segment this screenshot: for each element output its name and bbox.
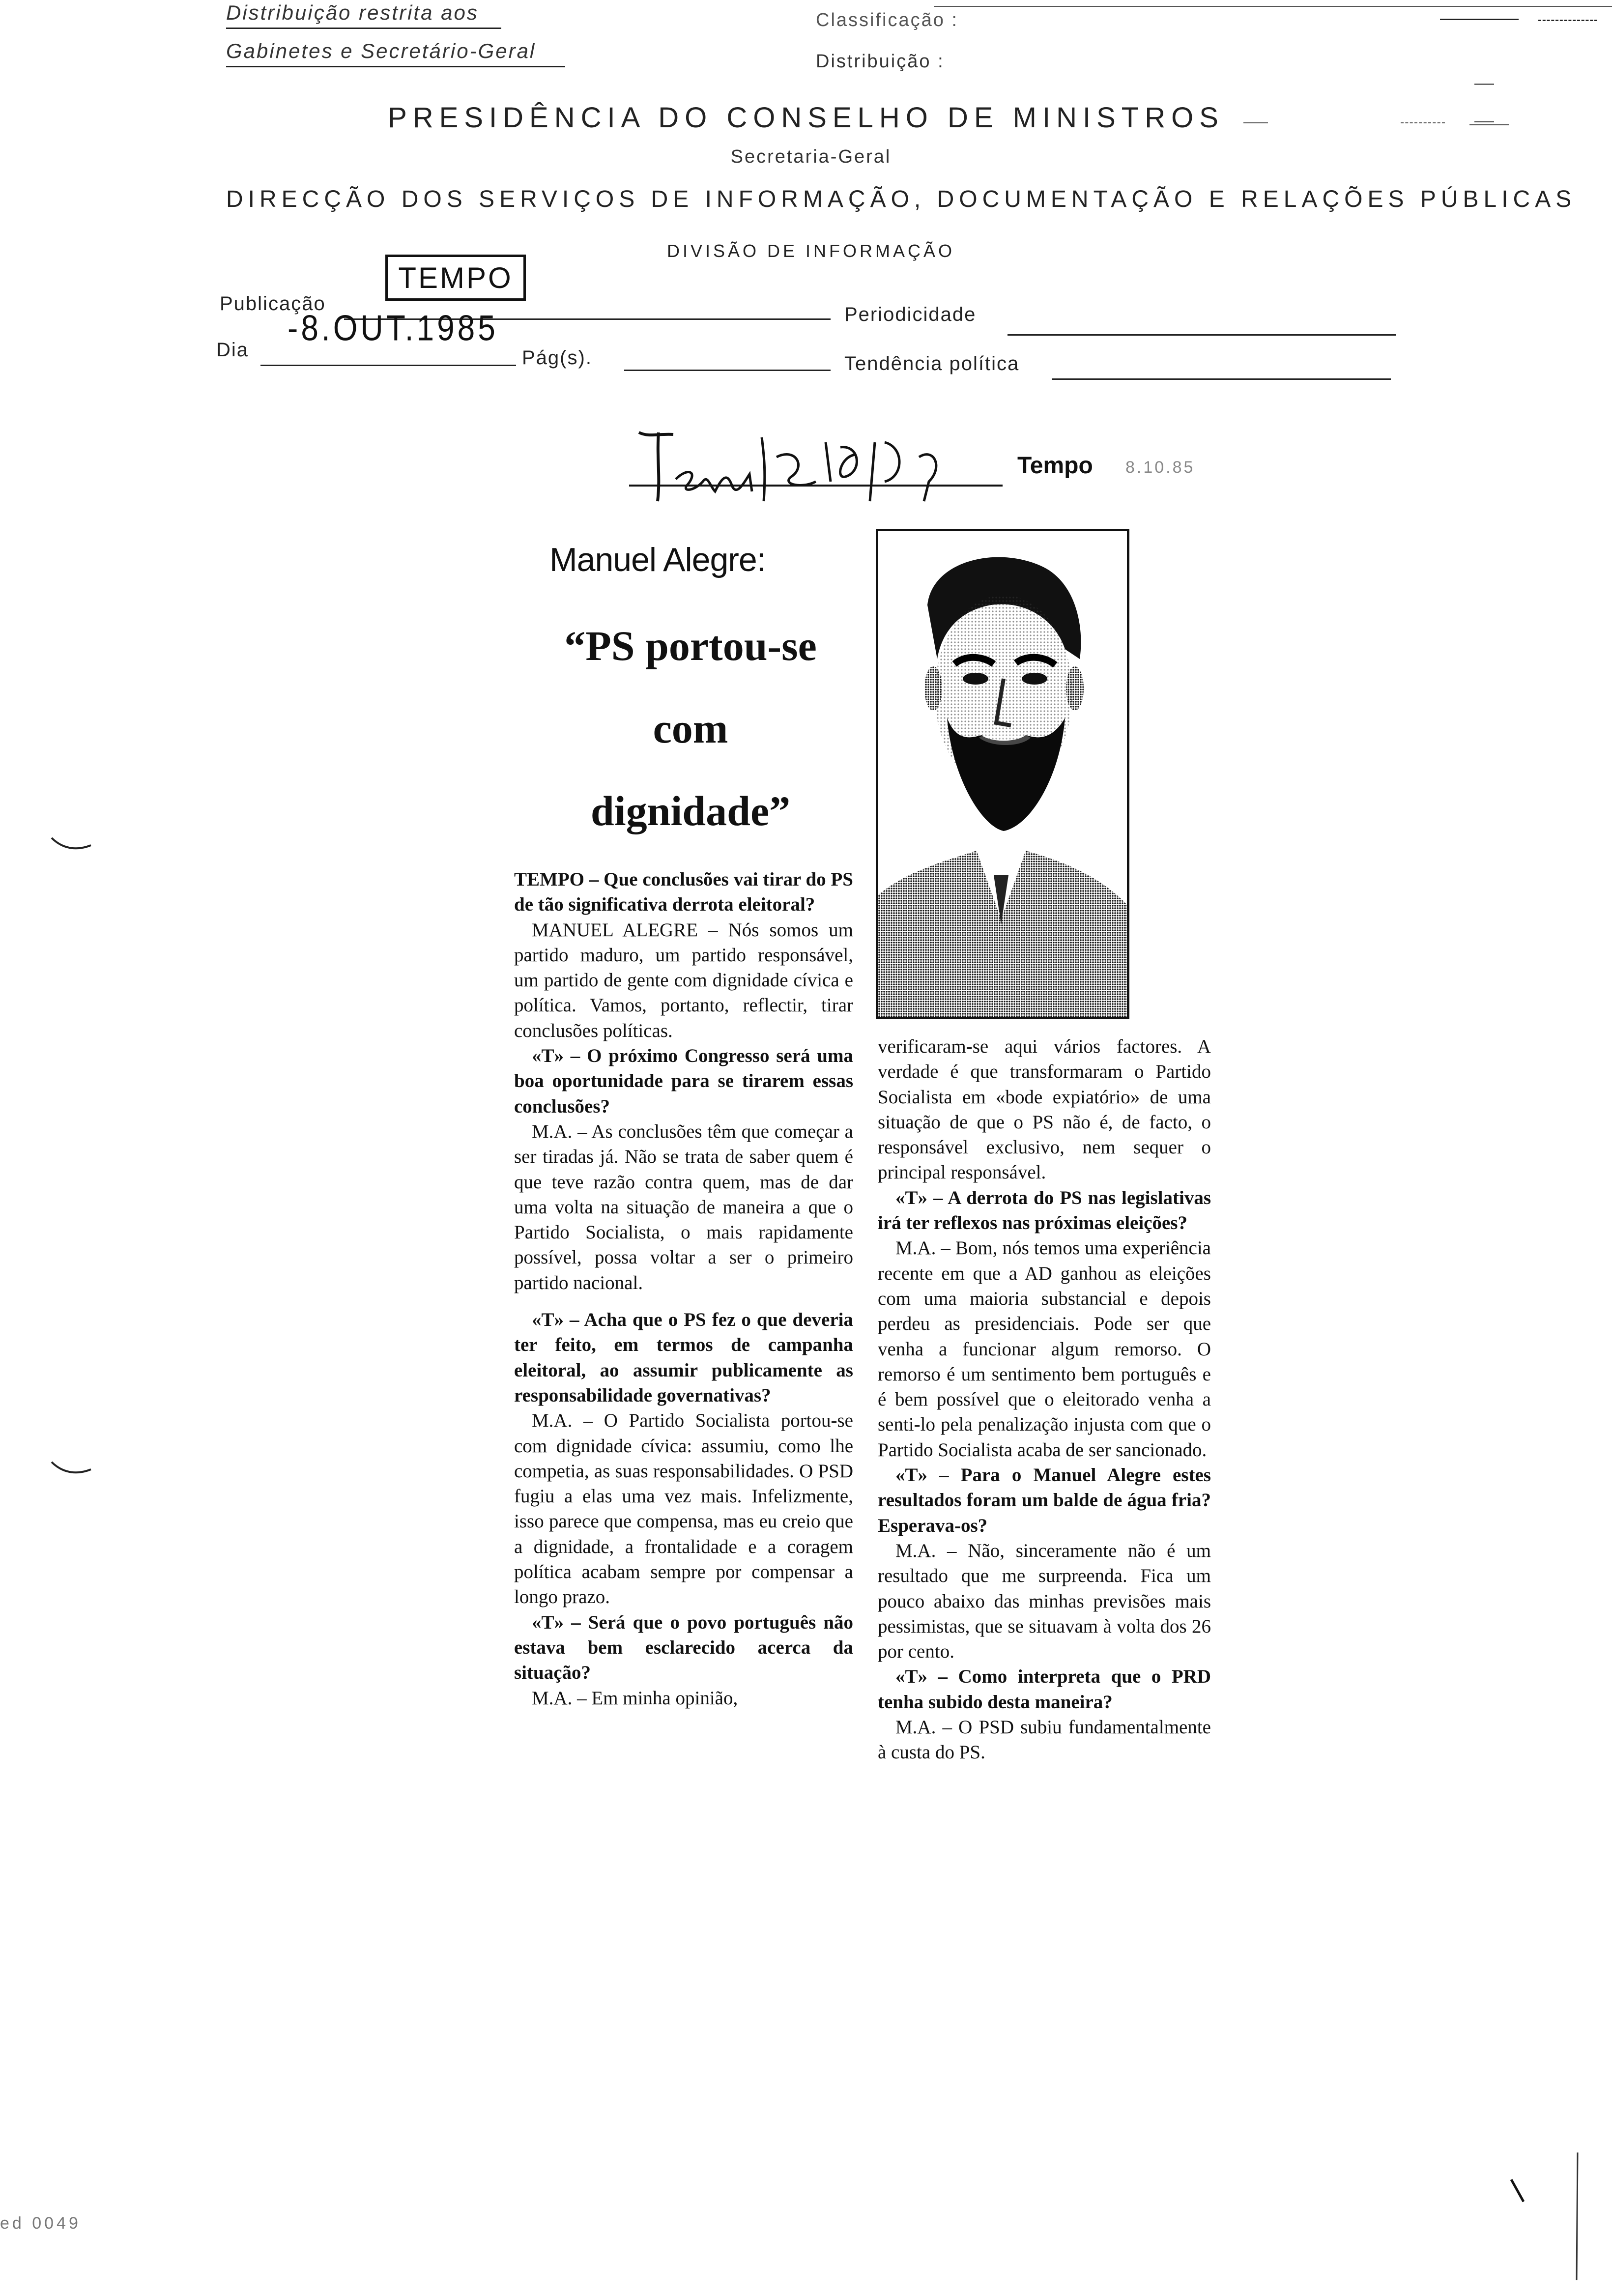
article-column-1 bbox=[514, 867, 853, 1711]
publication-stamp: TEMPO bbox=[385, 255, 526, 301]
interview-answer: M.A. – As conclusões têm que começar a ser tiradas já. Não se trata de saber quem é que teve razão contra quem, mas de dar uma volta na situação de maneira a que o Partido Socialista, o mais rapidamente possível, possa voltar a ser o primeiro partido nacional. bbox=[514, 1120, 853, 1293]
portrait-illustration bbox=[878, 531, 1127, 1017]
interview-answer: M.A. – Em minha opinião, bbox=[532, 1687, 738, 1709]
interview-answer: M.A. – O Partido Socialista portou-se com dignidade cívica: assumiu, como lhe competia, as suas responsabilidades. O PSD fugiu a elas uma vez mais. Infelizmente, isso parece que compensa, mas eu creio que a dignidade, a frontalidade e a coragem política acabam sempre por compensar a longo prazo. bbox=[514, 1410, 853, 1608]
interview-answer: M.A. – Bom, nós temos uma experiência recente em que a AD ganhou as eleições com uma maioria substancial e depois perdeu as presidenciais. Pode ser que venha a funcionar algum remorso. O remorso é um sentimento bem português e é bem possível que o eleitorado venha a senti-lo pela penalização injusta com que o Partido Socialista acaba de ser sancionado. bbox=[878, 1237, 1211, 1461]
headline-line: com bbox=[653, 705, 728, 752]
scan-mark bbox=[1538, 20, 1597, 21]
masthead-date: 8.10.85 bbox=[1125, 458, 1195, 477]
interview-question: «T» – Será que o povo português não estava bem esclarecido acerca da situação? bbox=[514, 1611, 853, 1684]
interview-answer: M.A. – O PSD subiu fundamentalmente à custa do PS. bbox=[878, 1717, 1211, 1763]
article-byline: Manuel Alegre: bbox=[549, 541, 766, 578]
scan-mark bbox=[1509, 2177, 1528, 2207]
distribution-note-line2: Gabinetes e Secretário-Geral bbox=[226, 39, 536, 62]
portrait-photo bbox=[876, 529, 1129, 1019]
scan-edge-line bbox=[934, 6, 1612, 7]
headline-line: dignidade” bbox=[590, 787, 791, 834]
day-field-line bbox=[260, 365, 516, 366]
newspaper-masthead: Tempo bbox=[1017, 453, 1093, 479]
article-headline bbox=[521, 604, 860, 852]
interview-question: «T» – Como interpreta que o PRD tenha subido desta maneira? bbox=[878, 1666, 1211, 1713]
directorate-title: DIRECÇÃO DOS SERVIÇOS DE INFORMAÇÃO, DOCUMENTAÇÃO E RELAÇÕES PÚBLICAS bbox=[226, 186, 1577, 212]
pages-field-line bbox=[624, 370, 831, 371]
pages-label: Pág(s). bbox=[522, 347, 592, 369]
interview-question: «T» – A derrota do PS nas legislativas irá ter reflexos nas próximas eleições? bbox=[878, 1187, 1211, 1234]
binder-hole-mark bbox=[49, 1460, 93, 1479]
interview-answer: verificaram-se aqui vários factores. A verdade é que transformaram o Partido Socialista em «bode expiatório» de uma situação de que o PS não é, de facto, o responsável exclusivo, nem sequer o principal responsável. bbox=[878, 1036, 1211, 1183]
date-stamp: -8.OUT.1985 bbox=[288, 307, 498, 348]
political-tendency-field-line bbox=[1052, 378, 1391, 380]
interview-question: «T» – Acha que o PS fez o que deveria ter feito, em termos de campanha eleitoral, ao assumir publicamente as responsabilidade governativas? bbox=[514, 1309, 853, 1406]
periodicity-field-line bbox=[1008, 334, 1396, 336]
distribution-underline-1 bbox=[226, 28, 501, 29]
political-tendency-label: Tendência política bbox=[844, 353, 1020, 374]
scan-mark bbox=[1440, 19, 1519, 20]
division-title: DIVISÃO DE INFORMAÇÃO bbox=[666, 241, 955, 261]
interview-question: TEMPO – Que conclusões vai tirar do PS de tão significativa derrota eleitoral? bbox=[514, 869, 853, 916]
archive-code: ed 0049 bbox=[0, 2214, 81, 2233]
day-label: Dia bbox=[216, 339, 249, 361]
headline-line: “PS portou-se bbox=[564, 622, 817, 669]
interview-answer: M.A. – Não, sinceramente não é um resultado que me surpreenda. Fica um pouco abaixo das minhas previsões mais pessimistas, que se situavam à volta dos 26 por cento. bbox=[878, 1540, 1211, 1663]
classification-label: Classificação : bbox=[816, 10, 958, 30]
interview-answer: MANUEL ALEGRE – Nós somos um partido maduro, um partido responsável, um partido de gente com dignidade cívica e política. Vamos, portanto, reflectir, tirar conclusões políticas. bbox=[514, 919, 853, 1041]
publication-label: Publicação bbox=[220, 293, 326, 315]
distribution-label: Distribuição : bbox=[816, 51, 945, 72]
scan-edge-line bbox=[1573, 2152, 1583, 2280]
distribution-note-line1: Distribuição restrita aos bbox=[226, 1, 479, 24]
article-column-2 bbox=[878, 1034, 1211, 1765]
scan-mark bbox=[1474, 84, 1494, 85]
periodicity-label: Periodicidade bbox=[844, 304, 977, 325]
distribution-underline-2 bbox=[226, 66, 565, 67]
interview-question: «T» – O próximo Congresso será uma boa oportunidade para se tirarem essas conclusões? bbox=[514, 1045, 853, 1117]
agency-title: PRESIDÊNCIA DO CONSELHO DE MINISTROS bbox=[388, 102, 1224, 134]
interview-question: «T» – Para o Manuel Alegre estes resultados foram um balde de água fria? Esperava-os? bbox=[878, 1464, 1211, 1536]
handwritten-annotation bbox=[629, 428, 1003, 506]
secretariat-subtitle: Secretaria-Geral bbox=[730, 146, 892, 167]
binder-hole-mark bbox=[49, 835, 93, 855]
